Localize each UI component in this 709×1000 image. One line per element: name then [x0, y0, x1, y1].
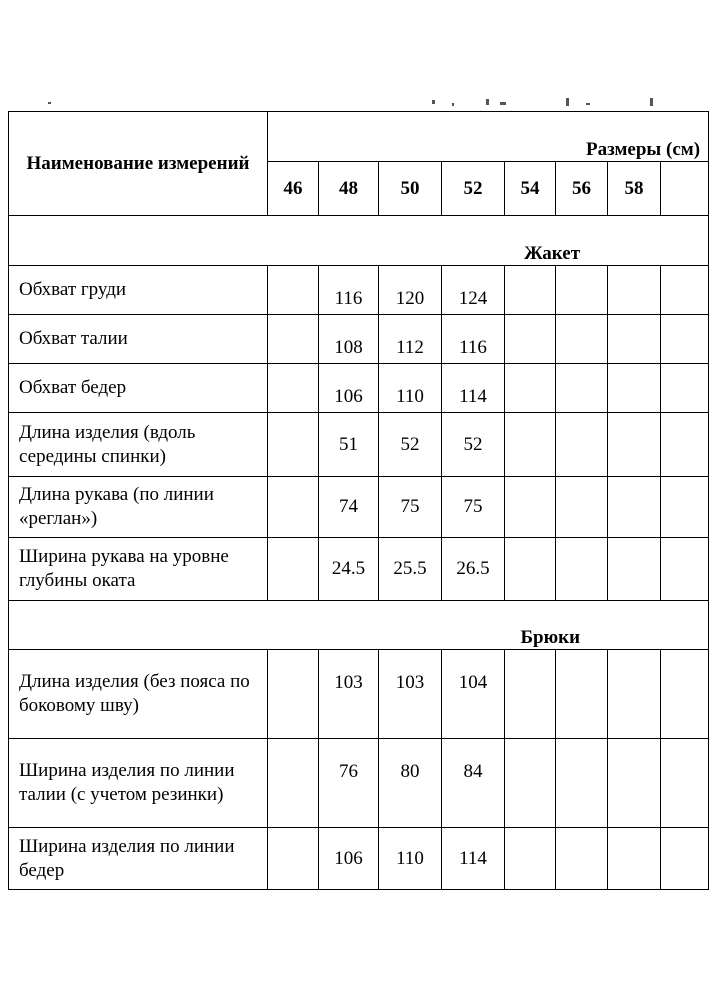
cell: [608, 538, 661, 601]
cell: [505, 739, 556, 828]
cell: [556, 315, 608, 364]
cell: [608, 650, 661, 739]
cell: 120: [379, 266, 442, 315]
row-label: Ширина рукава на уровне глубины оката: [9, 538, 268, 601]
cell: 110: [379, 364, 442, 413]
cell: [608, 266, 661, 315]
table-row: [9, 650, 709, 739]
size-col-header: 52: [442, 162, 505, 216]
cell: 76: [319, 739, 379, 828]
row-label: Длина изделия (без пояса по боковому шву): [9, 650, 268, 739]
cell: [268, 477, 319, 538]
cell-extra: [661, 739, 709, 828]
cell: [505, 413, 556, 477]
cell: 75: [379, 477, 442, 538]
size-col-header: 54: [505, 162, 556, 216]
cell: [505, 650, 556, 739]
cell: 110: [379, 828, 442, 890]
cell: 106: [319, 364, 379, 413]
cell: [556, 538, 608, 601]
cell: 80: [379, 739, 442, 828]
cell-extra: [661, 650, 709, 739]
cell: 26.5: [442, 538, 505, 601]
table-row: [9, 477, 709, 538]
cell: [505, 315, 556, 364]
cell: [505, 266, 556, 315]
cell: [608, 828, 661, 890]
cell: 114: [442, 828, 505, 890]
cell: 103: [319, 650, 379, 739]
cell: 116: [319, 266, 379, 315]
cell-extra: [661, 315, 709, 364]
row-label: Обхват бедер: [9, 364, 268, 413]
cell: 52: [442, 413, 505, 477]
size-col-header: 58: [608, 162, 661, 216]
cell: [608, 413, 661, 477]
row-label: Ширина изделия по линии бедер: [9, 828, 268, 890]
table-row: [9, 266, 709, 315]
cell-extra: [661, 266, 709, 315]
header-measurement-name: Наименование измерений: [9, 112, 268, 216]
cell: [608, 477, 661, 538]
cell: [556, 650, 608, 739]
cell: [505, 828, 556, 890]
cell-extra: [661, 413, 709, 477]
cell: [268, 413, 319, 477]
cell: 104: [442, 650, 505, 739]
cell: [268, 650, 319, 739]
size-col-header: 48: [319, 162, 379, 216]
cell: [505, 538, 556, 601]
cell: 51: [319, 413, 379, 477]
cell-extra: [661, 828, 709, 890]
cell: [608, 315, 661, 364]
table-row: [9, 413, 709, 477]
cell: [608, 364, 661, 413]
cell-extra: [661, 477, 709, 538]
size-table: [8, 111, 709, 890]
cell: 108: [319, 315, 379, 364]
cell-extra: [661, 364, 709, 413]
row-label: Обхват груди: [9, 266, 268, 315]
size-col-header: 46: [268, 162, 319, 216]
cell: [268, 266, 319, 315]
cell: [268, 364, 319, 413]
cell: [505, 477, 556, 538]
row-label: Длина рукава (по линии «реглан»): [9, 477, 268, 538]
row-label: Обхват талии: [9, 315, 268, 364]
cell: 25.5: [379, 538, 442, 601]
cell: [608, 739, 661, 828]
section-title-trousers: Брюки: [9, 601, 709, 650]
cell: [268, 739, 319, 828]
cell: 106: [319, 828, 379, 890]
row-label: Ширина изделия по линии талии (с учетом резинки): [9, 739, 268, 828]
table-row: [9, 828, 709, 890]
cell: 52: [379, 413, 442, 477]
table-row: [9, 364, 709, 413]
cell: 75: [442, 477, 505, 538]
cell: 24.5: [319, 538, 379, 601]
cell: 116: [442, 315, 505, 364]
cell: 124: [442, 266, 505, 315]
table-row: [9, 538, 709, 601]
cell: 103: [379, 650, 442, 739]
cell: [556, 739, 608, 828]
scan-artifact-line: [0, 96, 667, 108]
cell: 84: [442, 739, 505, 828]
cell: [268, 315, 319, 364]
cell: [556, 266, 608, 315]
cell-extra: [661, 538, 709, 601]
size-col-header-extra: [661, 162, 709, 216]
table-row: [9, 739, 709, 828]
table-row: [9, 315, 709, 364]
cell: [556, 413, 608, 477]
cell: 74: [319, 477, 379, 538]
cell: 114: [442, 364, 505, 413]
cell: [556, 828, 608, 890]
cell: [268, 828, 319, 890]
cell: [505, 364, 556, 413]
cell: [556, 477, 608, 538]
row-label: Длина изделия (вдоль середины спинки): [9, 413, 268, 477]
header-sizes-title: Размеры (см): [268, 112, 709, 162]
size-col-header: 50: [379, 162, 442, 216]
cell: 112: [379, 315, 442, 364]
cell: [556, 364, 608, 413]
section-title-jacket: Жакет: [9, 216, 709, 266]
size-col-header: 56: [556, 162, 608, 216]
cell: [268, 538, 319, 601]
